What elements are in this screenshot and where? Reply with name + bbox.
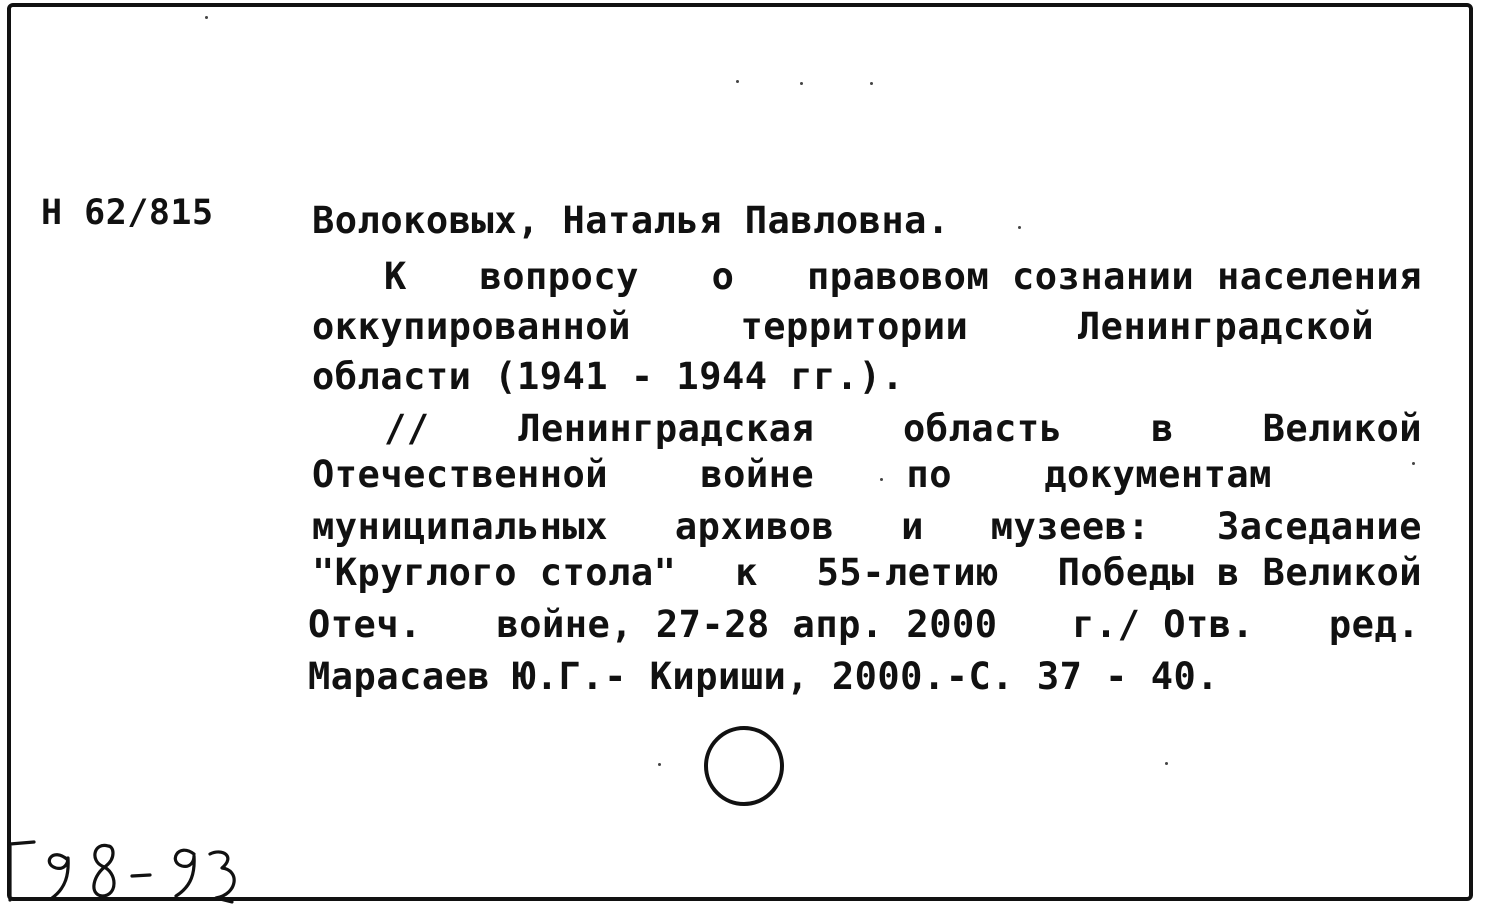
source-word: Заседание (1217, 505, 1422, 548)
title-word: вопросу (479, 255, 639, 298)
punch-hole (704, 726, 784, 806)
scan-speck (658, 763, 661, 766)
source-line-5 (308, 603, 1420, 646)
source-word: по (906, 453, 952, 496)
scan-speck (205, 16, 208, 19)
handwritten-note (0, 830, 250, 906)
title-line-3: области (1941 - 1944 гг.). (312, 355, 905, 398)
title-word: К (384, 255, 407, 298)
source-word: ред. (1328, 603, 1420, 646)
source-word: Отечественной (312, 453, 609, 496)
source-word: 55-летию (816, 551, 999, 594)
source-word: Победы в Великой (1057, 551, 1422, 594)
scan-speck (880, 478, 883, 481)
source-line-2 (312, 453, 1272, 496)
source-word: и (901, 505, 924, 548)
scan-speck (800, 82, 803, 85)
source-word: войне (700, 453, 815, 496)
source-word: область (903, 407, 1063, 450)
source-line-4 (312, 551, 1422, 594)
title-line-1 (384, 255, 1422, 298)
scan-speck (736, 80, 739, 83)
source-word: // (384, 407, 430, 450)
author-line: Волоковых, Наталья Павловна. (312, 199, 950, 242)
scan-speck (870, 82, 873, 85)
source-line-1 (384, 407, 1422, 450)
source-word: к (735, 551, 758, 594)
source-word: войне, 27-28 апр. 2000 (496, 603, 998, 646)
source-word: архивов (674, 505, 835, 548)
source-word: Отеч. (308, 603, 422, 646)
source-word: музеев: (990, 505, 1151, 548)
title-word: о (711, 255, 735, 298)
source-line-3 (312, 505, 1422, 548)
scan-speck (1412, 462, 1415, 465)
source-word: документам (1044, 453, 1272, 496)
title-word: оккупированной (312, 305, 631, 348)
source-word: г./ Отв. (1072, 603, 1255, 646)
title-word: Ленинградской (1077, 305, 1374, 348)
scan-speck (1165, 762, 1168, 765)
source-word: Великой (1262, 407, 1422, 450)
source-word: в (1151, 407, 1174, 450)
source-line-6: Марасаев Ю.Г.- Кириши, 2000.-С. 37 - 40. (308, 655, 1220, 698)
scan-speck (1018, 226, 1021, 229)
title-word: территории (740, 305, 969, 348)
source-word: "Круглого стола" (312, 551, 677, 594)
source-word: муниципальных (312, 505, 609, 548)
title-word: правовом сознании населения (807, 255, 1422, 298)
call-number: Н 62/815 (41, 193, 214, 233)
title-line-2 (312, 305, 1374, 348)
source-word: Ленинградская (518, 407, 815, 450)
